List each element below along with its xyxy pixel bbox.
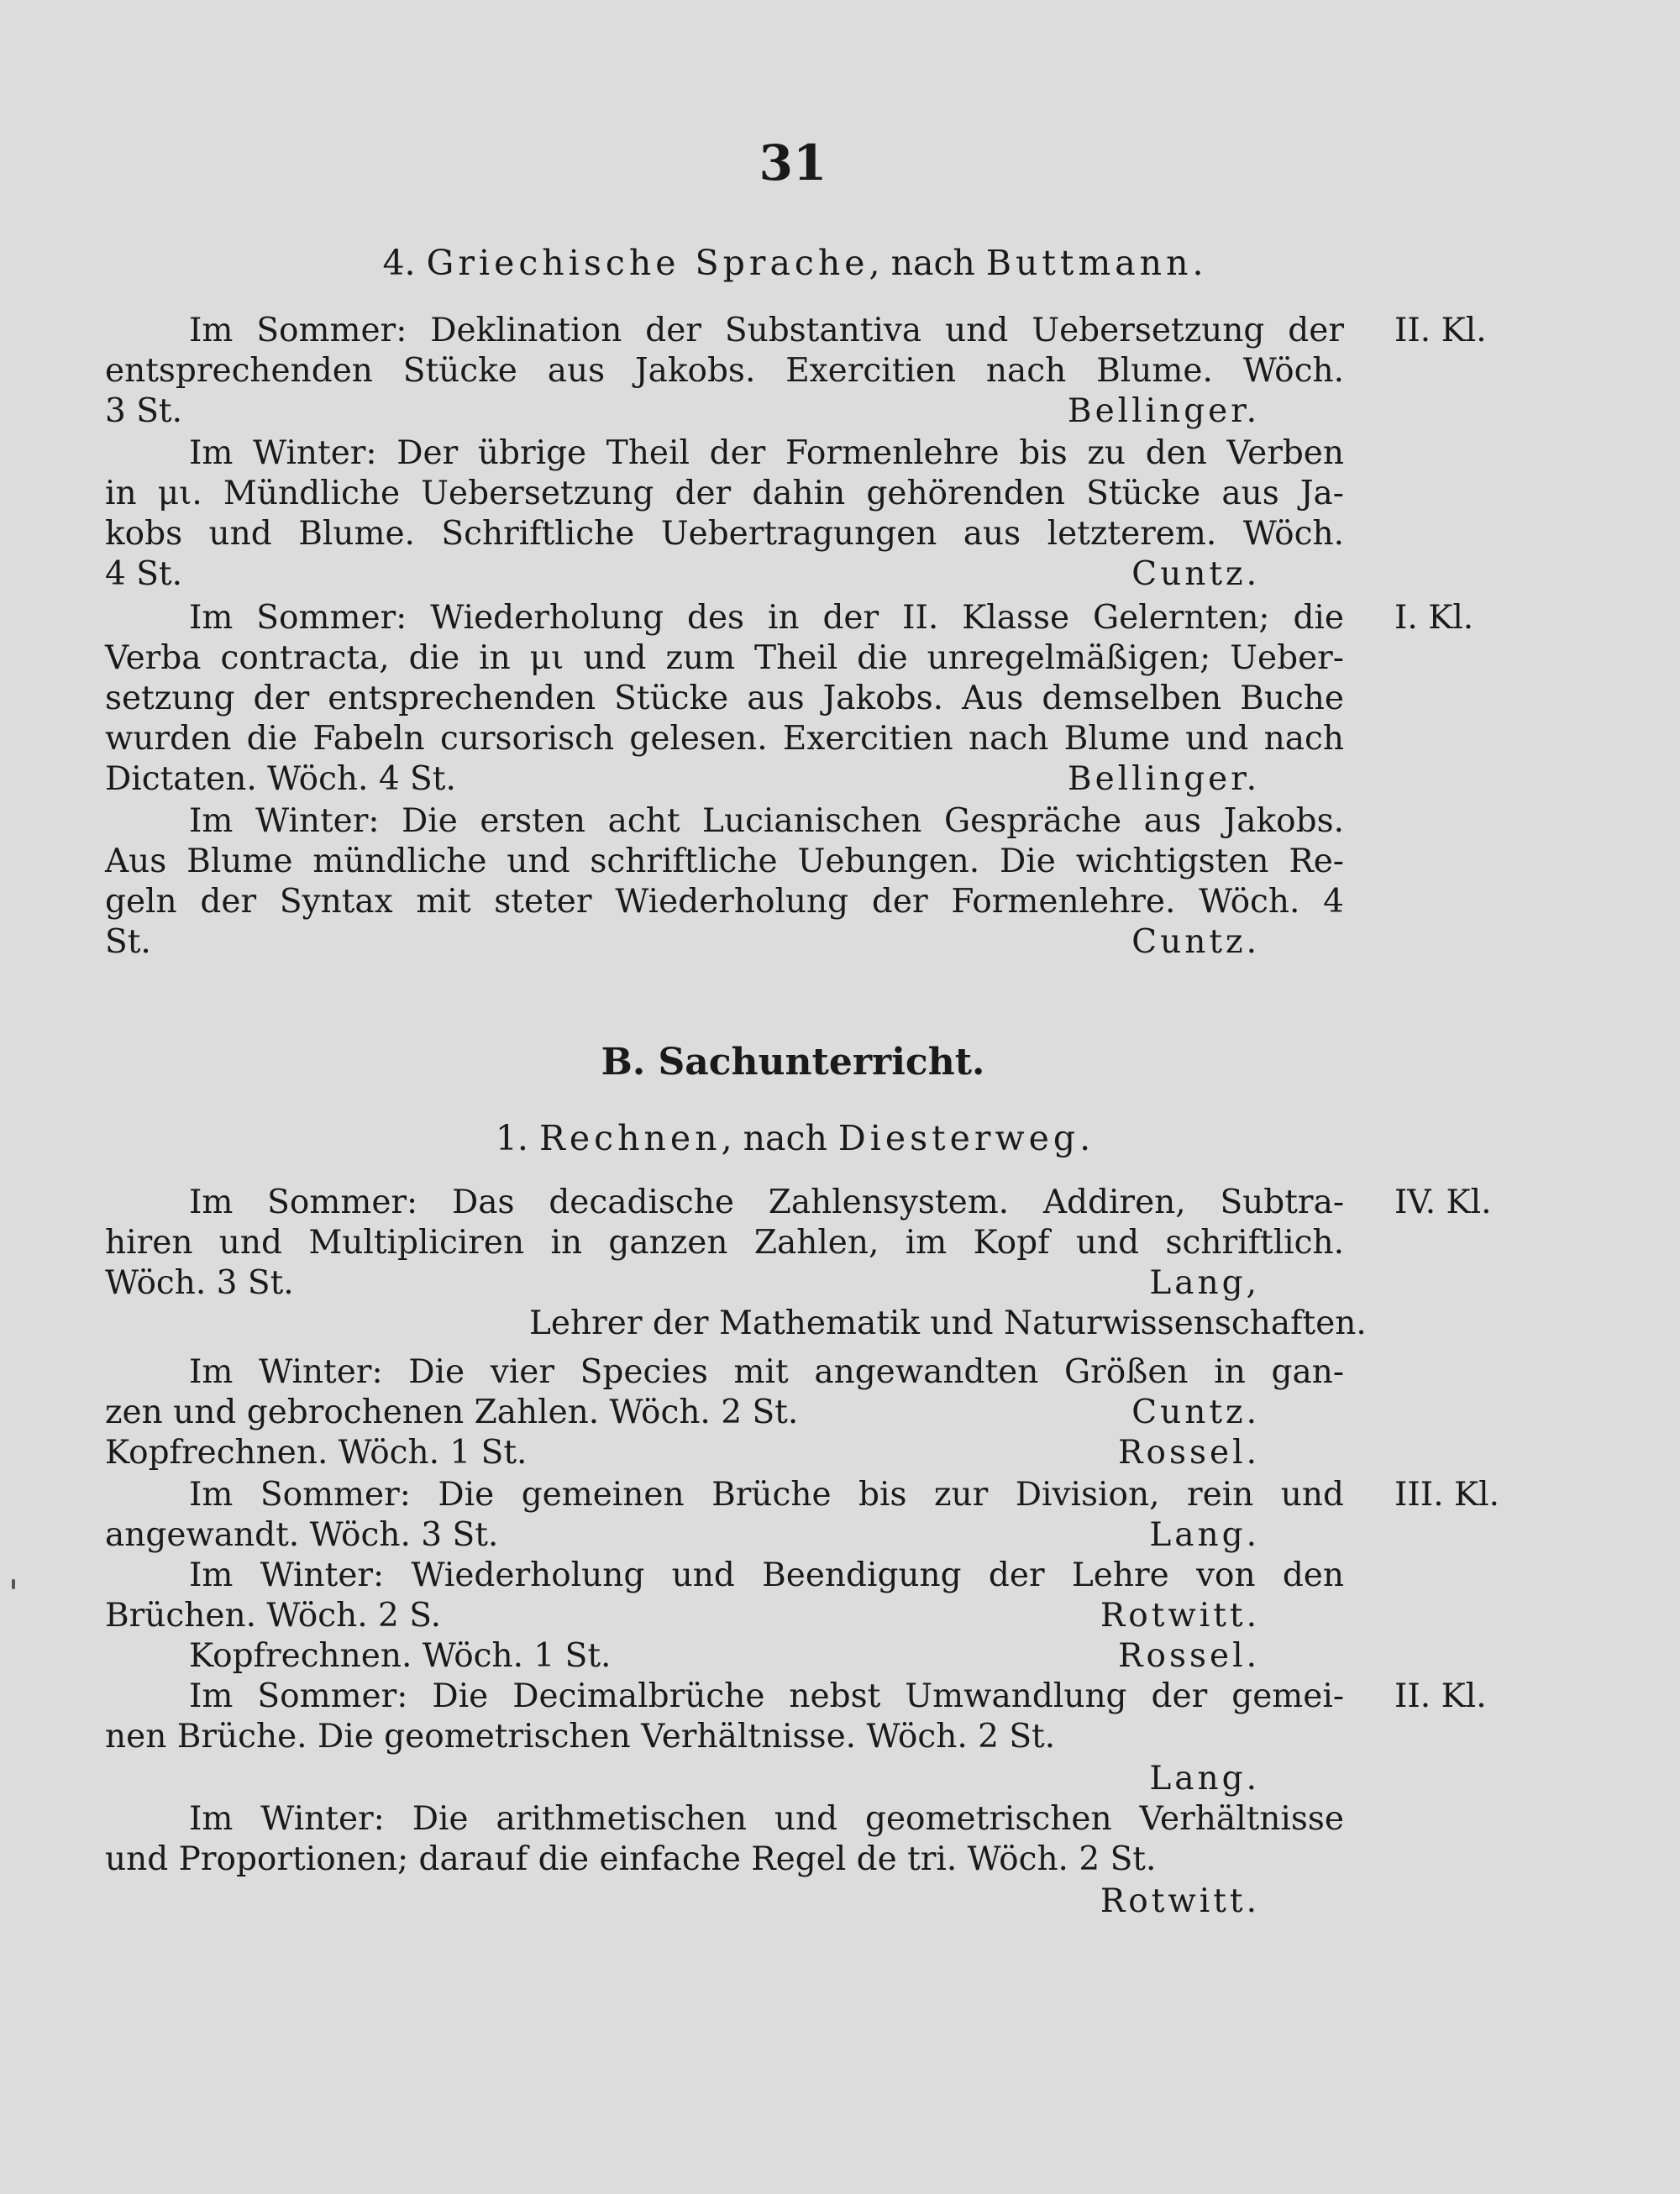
teacher-name: Rossel. <box>1118 1637 1260 1675</box>
page-number: 31 <box>759 134 827 192</box>
teacher-name: Lang. <box>1149 1760 1260 1798</box>
teacher-title: Lehrer der Mathematik und Naturwissenschaften. <box>529 1304 1367 1342</box>
text-line: hiren und Multipliciren in ganzen Zahlen, im Kopf und schriftlich. <box>105 1224 1344 1262</box>
text-line: Brüchen. Wöch. 2 S. <box>105 1597 441 1635</box>
text-line: nen Brüche. Die geometrischen Verhältnisse. Wöch. 2 St. <box>105 1718 1056 1756</box>
text-line: Im Winter: Die ersten acht Lucianischen Gespräche aus Jakobs. <box>189 802 1344 840</box>
teacher-name: Bellinger. <box>1067 760 1260 798</box>
sub-end: . <box>1079 1118 1091 1158</box>
teacher-name: Rotwitt. <box>1100 1882 1260 1920</box>
text-line: 4 St. <box>105 555 182 593</box>
subsection-heading-rechnen <box>0 1117 1586 1159</box>
text-line: Im Sommer: Das decadische Zahlensystem. Addiren, Subtra- <box>189 1184 1344 1221</box>
text-line: geln der Syntax mit steter Wiederholung der Formenlehre. Wöch. 4 <box>105 883 1344 921</box>
sub-author: Diesterweg <box>837 1118 1080 1158</box>
teacher-name: Rotwitt. <box>1100 1597 1260 1635</box>
class-label: II. Kl. <box>1394 312 1487 349</box>
class-label: I. Kl. <box>1394 599 1474 637</box>
class-label: IV. Kl. <box>1394 1184 1492 1221</box>
heading-prefix: 4. <box>382 243 427 283</box>
teacher-name: Rossel. <box>1118 1434 1260 1472</box>
text-line: setzung der entsprechenden Stücke aus Jakobs. Aus demselben Buche <box>105 680 1344 717</box>
text-line: kobs und Blume. Schriftliche Uebertragungen aus letzterem. Wöch. <box>105 515 1344 553</box>
text-line: wurden die Fabeln cursorisch gelesen. Exercitien nach Blume und nach <box>105 720 1344 758</box>
text-line: 3 St. <box>105 392 182 430</box>
sub-mid: , nach <box>721 1118 838 1158</box>
class-label: II. Kl. <box>1394 1677 1487 1715</box>
sub-prefix: 1. <box>495 1118 539 1158</box>
teacher-name: Lang, <box>1149 1264 1260 1302</box>
text-line: Wöch. 3 St. <box>105 1264 294 1302</box>
text-line: Im Winter: Der übrige Theil der Formenlehre bis zu den Verben <box>189 434 1344 472</box>
text-line: Im Winter: Die vier Species mit angewandten Größen in gan- <box>189 1353 1344 1391</box>
section-heading-sachunterricht: B. Sachunterricht. <box>601 1041 985 1084</box>
heading-title: Griechische Sprache <box>426 243 869 283</box>
text-line: in μι. Mündliche Uebersetzung der dahin gehörenden Stücke aus Ja- <box>105 475 1344 512</box>
text-line: Kopfrechnen. Wöch. 1 St. <box>105 1434 528 1472</box>
heading-end: . <box>1192 243 1204 283</box>
text-line: entsprechenden Stücke aus Jakobs. Exercitien nach Blume. Wöch. <box>105 352 1344 390</box>
text-line: St. <box>105 923 151 961</box>
page-speck <box>12 1579 15 1589</box>
text-line: und Proportionen; darauf die einfache Regel de tri. Wöch. 2 St. <box>105 1840 1157 1878</box>
sub-title: Rechnen <box>538 1118 722 1158</box>
text-line: Verba contracta, die in μι und zum Theil die unregelmäßigen; Ueber- <box>105 639 1344 677</box>
heading-author: Buttmann <box>985 243 1193 283</box>
text-line: Im Sommer: Die gemeinen Brüche bis zur Division, rein und <box>189 1476 1344 1514</box>
text-line: Aus Blume mündliche und schriftliche Uebungen. Die wichtigsten Re- <box>105 842 1344 880</box>
text-line: Im Winter: Die arithmetischen und geometrischen Verhältnisse <box>189 1800 1344 1838</box>
text-line: zen und gebrochenen Zahlen. Wöch. 2 St. <box>105 1394 799 1431</box>
text-line: Im Sommer: Wiederholung des in der II. Klasse Gelernten; die <box>189 599 1344 637</box>
text-line: angewandt. Wöch. 3 St. <box>105 1516 499 1554</box>
text-line: Im Winter: Wiederholung und Beendigung der Lehre von den <box>189 1556 1344 1594</box>
teacher-name: Cuntz. <box>1131 555 1260 593</box>
heading-mid: , nach <box>869 243 986 283</box>
section-heading-greek <box>0 242 1586 284</box>
text-line: Kopfrechnen. Wöch. 1 St. <box>189 1637 612 1675</box>
class-label: III. Kl. <box>1394 1476 1500 1514</box>
teacher-name: Bellinger. <box>1067 392 1260 430</box>
teacher-name: Cuntz. <box>1131 1394 1260 1431</box>
teacher-name: Cuntz. <box>1131 923 1260 961</box>
teacher-name: Lang. <box>1149 1516 1260 1554</box>
text-line: Im Sommer: Die Decimalbrüche nebst Umwandlung der gemei- <box>189 1677 1344 1715</box>
text-line: Im Sommer: Deklination der Substantiva und Uebersetzung der <box>189 312 1344 349</box>
text-line: Dictaten. Wöch. 4 St. <box>105 760 456 798</box>
